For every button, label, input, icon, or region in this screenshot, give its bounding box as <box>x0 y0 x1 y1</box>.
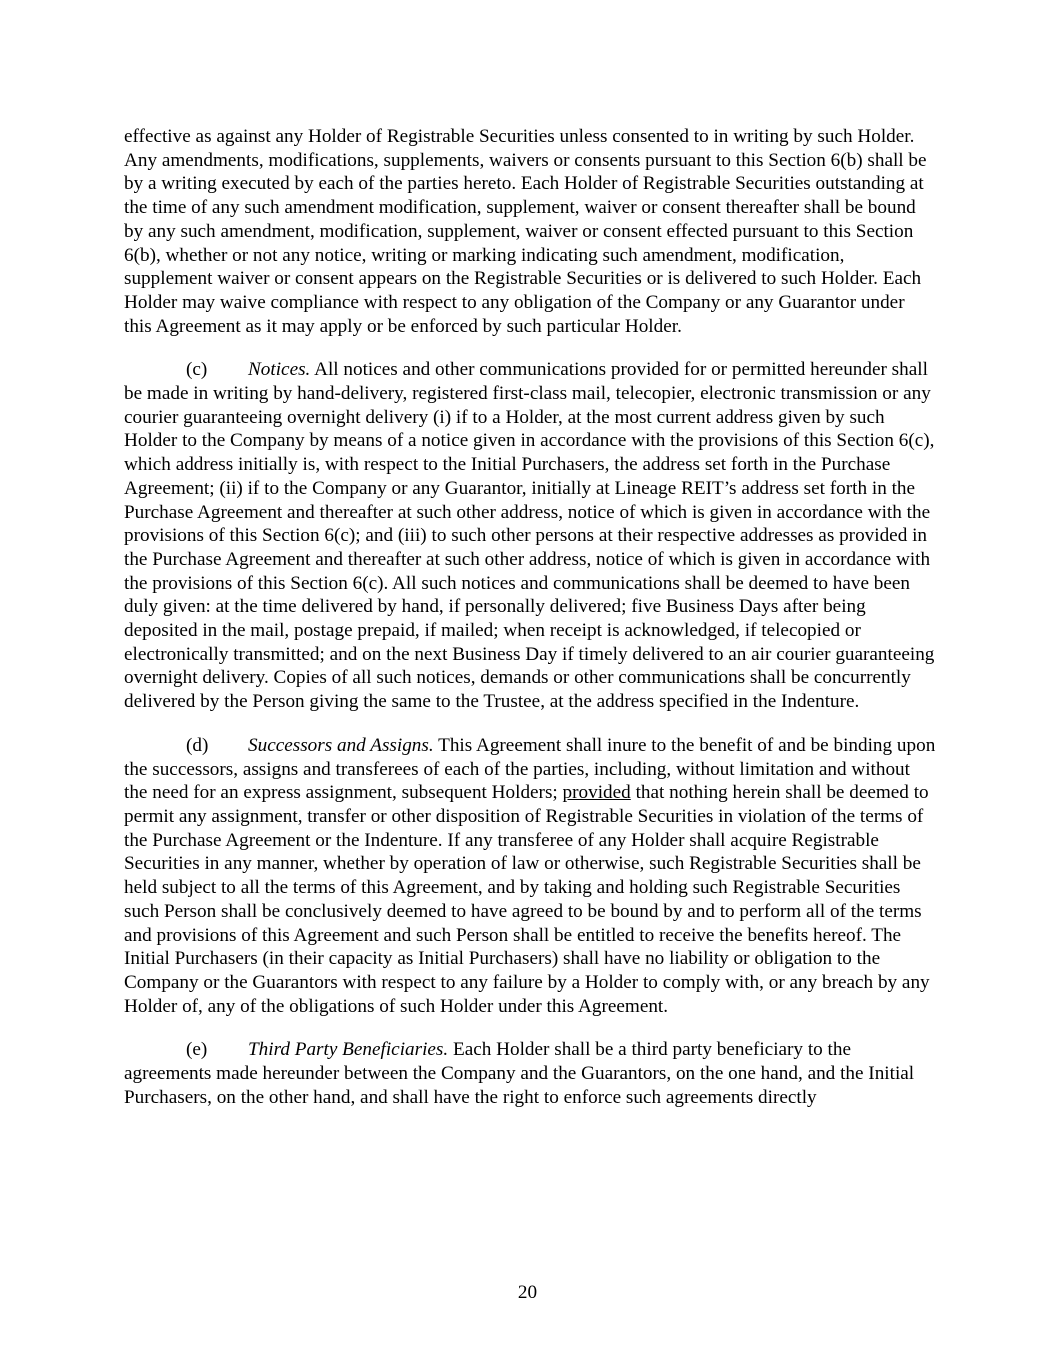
page-number: 20 <box>517 1282 538 1303</box>
paragraph-text: All notices and other communications provided for or permitted hereunder shall be made in writing by hand-delivery, registered first-class mail, telecopier, electronic transmission or any courier guaranteeing overnight delivery (i) if to a Holder, at the most current address given by such Holder to the Company by means of a notice given in accordance with the provisions of this Section 6(c), which address initially is, with respect to the Initial Purchasers, the address set forth in the Purchase Agreement; (ii) if to the Company or any Guarantor, initially at Lineage REIT’s address set forth in the Purchase Agreement and thereafter at such other address, notice of which is given in accordance with the provisions of this Section 6(c); and (iii) to such other persons at their respective addresses as provided in the Purchase Agreement and thereafter at such other address, notice of which is given in accordance with the provisions of this Section 6(c). All such notices and communications shall be deemed to have been duly given: at the time delivered by hand, if personally delivered; five Business Days after being deposited in the mail, postage prepaid, if mailed; when receipt is acknowledged, if telecopied or electronically transmitted; and on the next Business Day if timely delivered to an air courier guaranteeing overnight delivery. Copies of all such notices, demands or other communications shall be concurrently delivered by the Person giving the same to the Trustee, at the address specified in the Indenture. <box>124 359 935 713</box>
paragraph-d-successors-and-assigns <box>124 734 936 1018</box>
paragraph-e-third-party-beneficiaries <box>124 1038 936 1109</box>
document-body <box>124 125 936 1129</box>
paragraph-c-notices <box>124 358 936 714</box>
paragraph-text-continued: that nothing herein shall be deemed to permit any assignment, transfer or other disposition of Registrable Securities in violation of the terms of the Purchase Agreement or the Indenture. If any transferee of any Holder shall acquire Registrable Securities in any manner, whether by operation of law or otherwise, such Registrable Securities shall be held subject to all the terms of this Agreement, and by taking and holding such Registrable Securities such Person shall be conclusively deemed to have agreed to be bound by and to perform all of the terms and provisions of this Agreement and such Person shall be entitled to receive the benefits hereof. The Initial Purchasers (in their capacity as Initial Purchasers) shall have no liability or obligation to the Company or the Guarantors with respect to any failure by a Holder to comply with, or any breach by any Holder of, any of the obligations of such Holder under this Agreement. <box>124 782 930 1017</box>
paragraph-text: effective as against any Holder of Registrable Securities unless consented to in writing by such Holder. Any amendments, modifications, supplements, waivers or consents pursuant to this Section 6(b) shall be by a writing executed by each of the parties hereto. Each Holder of Registrable Securities outstanding at the time of any such amendment modification, supplement, waiver or consent thereafter shall be bound by any such amendment, modification, supplement, waiver or consent effected pursuant to this Section 6(b), whether or not any notice, writing or marking indicating such amendment, modification, supplement waiver or consent appears on the Registrable Securities or is delivered to such Holder. Each Holder may waive compliance with respect to any obligation of the Company or any Guarantor under this Agreement as it may apply or be enforced by such particular Holder. <box>124 126 927 337</box>
section-heading: Third Party Beneficiaries. <box>248 1039 449 1061</box>
section-heading: Notices. <box>248 359 311 381</box>
section-number: (d) <box>186 734 209 756</box>
paragraph-text: Each Holder shall be a third party beneficiary to the agreements made hereunder between the Company and the Guarantors, on the one hand, and the Initial Purchasers, on the other hand, and shall have the right to enforce such agreements directly <box>124 1039 915 1108</box>
underlined-term-provided: provided <box>562 782 631 804</box>
paragraph-text: This Agreement shall inure to the benefit of and be binding upon the successors, assigns and transferees of each of the parties, including, without limitation and without the need for an express assignment, subsequent Holders; <box>124 734 936 804</box>
section-number: (c) <box>186 359 208 381</box>
section-number: (e) <box>186 1039 208 1061</box>
paragraph-b-continued <box>124 125 936 338</box>
section-heading: Successors and Assigns. <box>248 734 434 756</box>
